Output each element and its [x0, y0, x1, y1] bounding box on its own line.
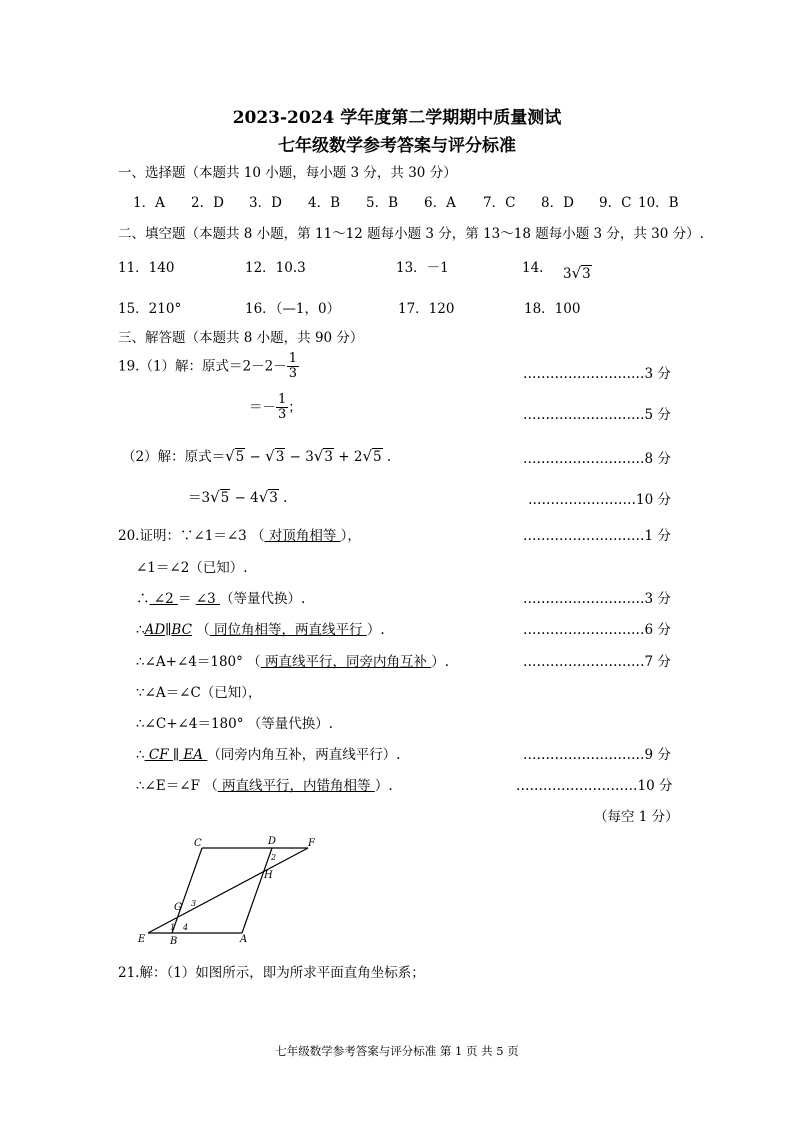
q20-line2: ∠1＝∠2（已知）.: [136, 560, 248, 576]
choice-answer: 9．C: [599, 195, 632, 211]
label-e: E: [138, 934, 146, 945]
score-line: ……………………10 分: [528, 492, 671, 508]
q20-line1: 20.证明：∵∠1＝∠3 （ 对顶角相等 ），: [118, 528, 361, 544]
answer-blank: EA: [179, 747, 208, 763]
label-h: H: [264, 870, 273, 881]
label-g: G: [174, 902, 182, 913]
answer-blank: ∠3: [195, 591, 220, 607]
q20-line5: ∴∠A+∠4＝180° （ 两直线平行，同旁内角互补 ）.: [136, 654, 450, 670]
radical-value: 3: [582, 266, 591, 282]
radical-coefficient: 3: [562, 266, 572, 282]
score-note: （每空 1 分）: [594, 809, 679, 825]
answer-blank: 两直线平行，同旁内角互补: [260, 654, 432, 670]
label-a: A: [240, 934, 248, 945]
q19-step4: ＝3√5 − 4√3 .: [188, 488, 288, 506]
choice-answer: 10．B: [638, 195, 679, 211]
label-d: D: [268, 836, 277, 847]
choice-answer: 7．C: [483, 195, 516, 211]
score-line: ………………………5 分: [523, 407, 671, 423]
choice-answer: 5．B: [366, 195, 399, 211]
angle-label-1: 1: [170, 923, 176, 932]
q20-line4: ∴AD∥BC （ 同位角相等，两直线平行 ）.: [136, 622, 385, 638]
fill-answer-12: 12．10.3: [245, 260, 306, 276]
answer-blank: 对顶角相等: [264, 528, 341, 544]
fill-answer-15: 15．210°: [118, 301, 182, 317]
page-subtitle: 七年级数学参考答案与评分标准: [278, 136, 516, 156]
q20-line9: ∴∠E＝∠F （ 两直线平行，内错角相等 ）.: [136, 778, 393, 794]
answer-blank: AD: [144, 622, 166, 638]
label-b: B: [170, 936, 178, 947]
q19-step2-text: ＝－: [249, 399, 276, 416]
q19-step3-text: （2）解：原式＝: [122, 449, 226, 465]
score-line: ………………………6 分: [523, 622, 671, 638]
score-line: ………………………1 分: [523, 528, 671, 544]
q20-line8: ∴ CF ∥ EA （同旁内角互补，两直线平行）.: [136, 747, 401, 763]
score-line: ………………………7 分: [523, 654, 671, 670]
answer-blank: ∠2: [149, 591, 178, 607]
section-heading-choice: 一、选择题（本题共 10 小题，每小题 3 分，共 30 分）: [118, 165, 457, 181]
choice-answer: 6．A: [424, 195, 456, 211]
angle-label-4: 4: [183, 923, 189, 932]
fill-answer-11: 11．140: [118, 260, 175, 276]
section-heading-solve: 三、解答题（本题共 8 小题，共 90 分）: [118, 330, 364, 346]
radical-expression: [563, 264, 592, 282]
fraction: $\frac{1}{3}$: [288, 351, 298, 382]
line-da: [242, 848, 272, 933]
choice-answer: 4．B: [308, 195, 341, 211]
score-line: ………………………3 分: [523, 366, 671, 382]
angle-label-3: 3: [191, 899, 197, 908]
fill-answer-13: 13．－1: [396, 260, 449, 276]
score-line: ………………………10 分: [516, 778, 673, 794]
score-line: ………………………9 分: [523, 747, 671, 763]
fill-answer-14: [522, 256, 592, 282]
page-footer: 七年级数学参考答案与评分标准 第 1 页 共 5 页: [275, 1044, 519, 1058]
answer-blank: 两直线平行，内错角相等: [217, 778, 375, 794]
section-heading-fill: 二、填空题（本题共 8 小题，第 11～12 题每小题 3 分，第 13～18 题每小题 3 分，共 30 分）.: [118, 226, 704, 242]
choice-answer: 8．D: [541, 195, 574, 211]
q19-step1-text: 19.（1）解：原式＝2－2－: [118, 358, 287, 375]
choice-answer: 2．D: [191, 195, 224, 211]
fill-answer-16: 16．（—1，0）: [245, 301, 341, 317]
fill-answer-17: 17．120: [398, 301, 455, 317]
q19-step1: [118, 352, 299, 382]
choice-answer: 1．A: [133, 195, 165, 211]
answer-blank: BC: [171, 622, 192, 638]
radical: √3: [571, 264, 591, 282]
answer-blank: 同位角相等，两直线平行: [209, 622, 367, 638]
page-title: 2023-2024 学年度第二学期期中质量测试: [232, 108, 562, 128]
q20-line3: ∴ ∠2 ＝ ∠3 （等量代换）.: [136, 591, 306, 607]
answer-blank: CF: [144, 747, 173, 763]
q19-step3: （2）解：原式＝√5 − √3 − 3√3 + 2√5 .: [122, 447, 392, 465]
q19-step2: ＝－ $\frac{1}{3}$ ；: [249, 392, 302, 423]
fraction: $\frac{1}{3}$: [278, 392, 287, 423]
q20-line6: ∵∠A＝∠C（已知），: [136, 685, 262, 701]
score-line: ………………………8 分: [523, 451, 671, 467]
fill-answer-18: 18．100: [524, 301, 581, 317]
fill-answer-14-label: 14．: [522, 260, 553, 276]
choice-answer: 3．D: [249, 195, 282, 211]
label-c: C: [194, 838, 202, 849]
geometry-figure: [130, 832, 330, 950]
q21-line1: 21.解：（1）如图所示，即为所求平面直角坐标系；: [118, 965, 425, 981]
score-line: ………………………3 分: [523, 591, 671, 607]
angle-label-2: 2: [271, 853, 277, 862]
label-f: F: [308, 838, 315, 849]
q20-line7: ∴∠C+∠4＝180° （等量代换）.: [136, 716, 334, 732]
line-ef: [148, 848, 308, 933]
line-cb: [172, 848, 202, 933]
